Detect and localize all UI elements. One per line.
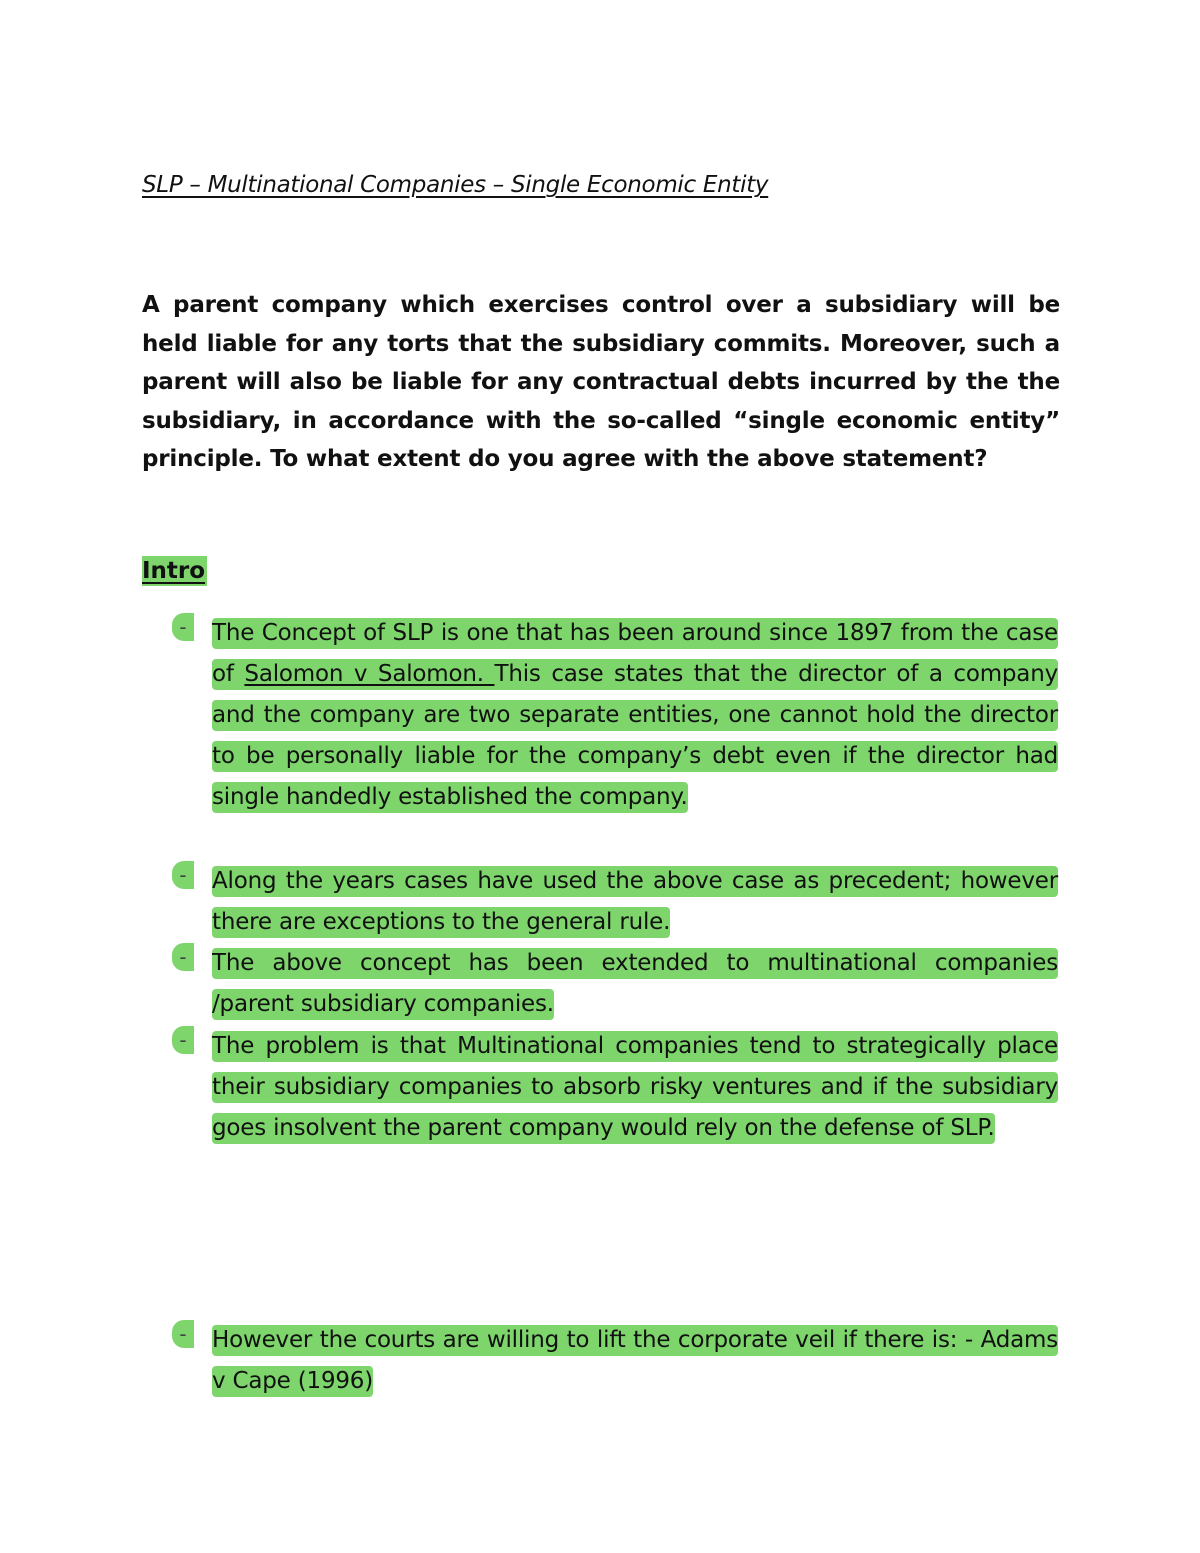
bullet-dash: -	[172, 861, 194, 889]
bullet-dash: -	[172, 613, 194, 641]
case-name-salomon: Salomon v Salomon.	[244, 661, 495, 687]
bullet-text-highlight: Along the years cases have used the above case as precedent; however there are exceptions to the general rule.	[212, 866, 1058, 938]
bullet-text-part: This case states that the director of a company and the company are two separate entities, one cannot hold the director to be personally liable for the company’s debt even if the director had single handedly established the company.	[212, 661, 1058, 810]
bullet-text-highlight: The problem is that Multinational companies tend to strategically place their subsidiary companies to absorb risky ventures and if the subsidiary goes insolvent the parent company would rely on the defense of SLP.	[212, 1031, 1058, 1144]
document-title: SLP – Multinational Companies – Single Economic Entity	[142, 172, 769, 198]
bullet-text	[212, 943, 1058, 1025]
bullet-text	[212, 1320, 1058, 1402]
section-heading-intro: Intro	[142, 558, 206, 584]
bullet-text	[212, 861, 1058, 943]
bullet-dash: -	[172, 943, 194, 971]
bullet-text-part: The Concept of SLP is one that has been around since 1897 from the case of	[212, 620, 1058, 687]
bullet-text-highlight: The above concept has been extended to multinational companies /parent subsidiary companies.	[212, 948, 1058, 1020]
bullet-text-highlight: However the courts are willing to lift the corporate veil if there is: - Adams v Cape (1996)	[212, 1325, 1058, 1397]
bullet-dash: -	[172, 1026, 194, 1054]
bullet-text	[212, 613, 1058, 818]
bullet-text	[212, 1026, 1058, 1149]
bullet-dash: -	[172, 1320, 194, 1348]
essay-question: A parent company which exercises control over a subsidiary will be held liable for any torts that the subsidiary commits. Moreover, such a parent will also be liable for any contractual debts incurred by the the subsidiary, in accordance with the so-called “single economic entity” principle. To what extent do you agree with the above statement?	[142, 292, 1060, 472]
